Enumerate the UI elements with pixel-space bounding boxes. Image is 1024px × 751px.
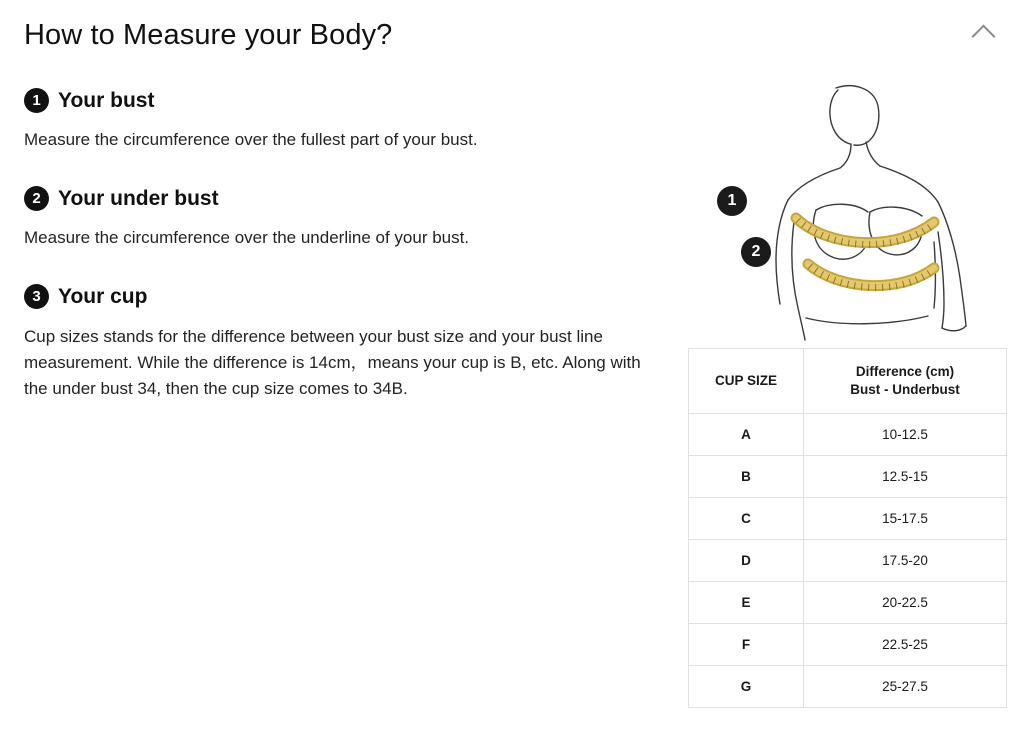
cell-difference: 25-27.5 (804, 666, 1007, 708)
step-header (24, 186, 674, 211)
step-your-bust (24, 88, 674, 153)
table-row (689, 414, 1007, 456)
chevron-up-icon[interactable] (966, 18, 1000, 48)
cell-cup: G (689, 666, 804, 708)
cell-difference: 17.5-20 (804, 540, 1007, 582)
cell-cup: B (689, 456, 804, 498)
column-header-difference-line2: Bust - Underbust (850, 382, 960, 398)
step-description: Measure the circumference over the fullest part of your bust. (24, 130, 478, 150)
measure-steps (24, 88, 674, 404)
step-header (24, 88, 674, 113)
cell-cup: A (689, 414, 804, 456)
column-header-difference-line1: Difference (cm) (855, 364, 955, 379)
step-number-badge: 3 (24, 284, 49, 309)
column-header-difference (804, 349, 1007, 414)
cell-difference: 15-17.5 (804, 498, 1007, 540)
table-row (689, 540, 1007, 582)
table-row (689, 456, 1007, 498)
step-description: Cup sizes stands for the difference between your bust size and your bust line measurement. While the difference is 14cm，means your cup is B, etc. Along with the under bust 34, then the cup size comes to 34B. (24, 326, 641, 398)
cell-difference: 20-22.5 (804, 582, 1007, 624)
step-your-under-bust (24, 186, 674, 251)
cell-difference: 10-12.5 (804, 414, 1007, 456)
panel-header (24, 18, 1000, 53)
step-title: Your bust (58, 89, 155, 112)
figure-marker-2: 2 (741, 237, 771, 267)
cup-size-table (688, 348, 1007, 708)
page-title: How to Measure your Body? (24, 19, 393, 51)
table-header-row (689, 349, 1007, 414)
step-number-badge: 2 (24, 186, 49, 211)
table-row (689, 582, 1007, 624)
step-description: Measure the circumference over the underline of your bust. (24, 228, 470, 248)
step-title: Your under bust (58, 187, 219, 211)
column-header-cup-size: CUP SIZE (689, 349, 804, 414)
table-head (689, 349, 1007, 414)
figure-marker-1: 1 (717, 186, 747, 216)
table-row (689, 498, 1007, 540)
chevron-up-glyph (971, 24, 995, 48)
table-row (689, 666, 1007, 708)
cell-difference: 12.5-15 (804, 456, 1007, 498)
step-your-cup (24, 284, 674, 401)
cell-cup: E (689, 582, 804, 624)
table-row (689, 624, 1007, 666)
body-measurement-illustration (688, 82, 1008, 344)
step-title: Your cup (58, 285, 148, 309)
cell-cup: F (689, 624, 804, 666)
step-number-badge: 1 (24, 88, 49, 113)
tape-underbust (808, 264, 934, 288)
cell-difference: 22.5-25 (804, 624, 1007, 666)
table-body (689, 414, 1007, 708)
cell-cup: D (689, 540, 804, 582)
step-header (24, 284, 674, 309)
cell-cup: C (689, 498, 804, 540)
